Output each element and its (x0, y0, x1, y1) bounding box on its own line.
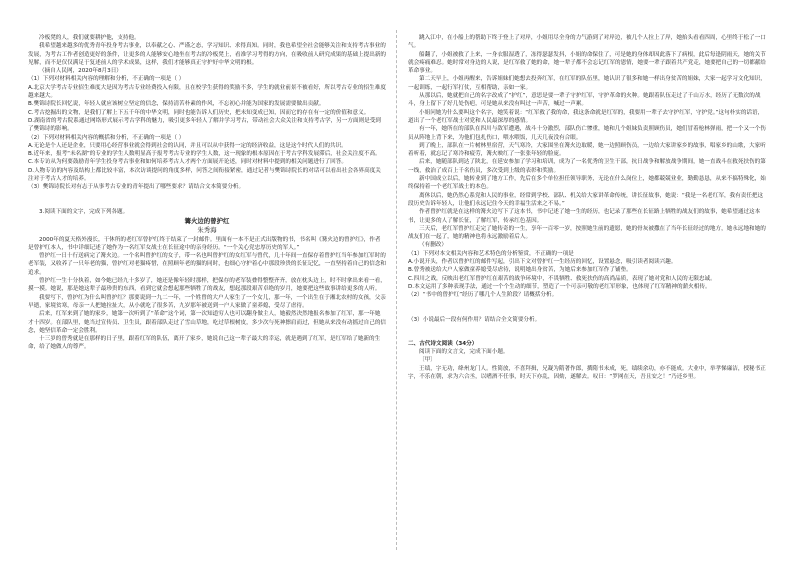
story-title: 篝火边的曾护红 (184, 216, 230, 225)
answer-option: D.湖南省的考古院系通过网络形式展示考古学科的魅力，吸引更多年轻人了解并学习考古，带动社会大众关注和支持考古学，另一方面则是受到了樊锦诗的影响。 (28, 117, 381, 133)
left-column (28, 34, 386, 554)
paragraph: （摘自人民网，2020年8月3日） (39, 68, 122, 75)
paragraph: 作者曾护红就是在这样的篝火边写下了这本书，书中记述了她一生的经历，也记录了那些在长征路上牺牲的战友们的故事，她希望通过这本书，让更多的人了解长征，了解红军，传承红色基因。 (408, 209, 761, 224)
answer-option: A.小说开头，作者以曾护红的邮件写起，引出下文对曾护红一生经历的回忆，设置悬念，吸引读者阅读兴趣。 (408, 259, 677, 266)
paragraph: 新中国成立以后，她转业到了地方工作，先后在多个单位担任领导职务，无论在什么岗位上，她都兢兢业业，勤勤恳恳，从来不搞特殊化，始终保持着一个老红军战士的本色。 (408, 176, 766, 191)
paragraph: 曾护红一生十分执着，如今她已经九十多岁了，她还是像年轻时那样，把保存的老军装叠得整整齐齐，放在枕头边上，时不时拿出来看一看，摸一摸。她说，那是她这辈子最珍贵的东西，看到它就会想起那些牺牲了的战友，想起那段艰苦卓绝的岁月，她要把这些故事讲给更多的人听。 (28, 278, 386, 293)
paragraph: 3.阅读下面的文字，完成下列各题。 (39, 208, 129, 215)
paragraph: （有删改） (419, 242, 447, 249)
story-author: 朱秀海 (197, 226, 217, 235)
paragraph: 我要写下，曾护红为什么叫曾护红？那要说到一九二一年，一个姓曾的大户人家生了一个女儿，那一年，一个出生在于湘北农村的女孩，父亲早逝，家境贫寒，母亲一人把她拉扯大，从小就吃了很多苦，九岁那年被送到一户人家做了童养媳，受尽了虐待。 (28, 294, 386, 309)
paragraph: 冷板凳的人，我们就要耕护他，支持他。 (39, 35, 140, 41)
right-column (408, 34, 766, 554)
paragraph: 从那以后，她就把自己的名字改成了“护红”，意思是要一辈子守护红军，守护革命的火种。她跟着队伍走过了千山万水，经历了无数次的战斗，身上留下了好几处伤疤，可是她从来没有叫过一声苦，喊过一声累。 (408, 93, 761, 108)
question-stem: （1）下列对材料相关内容的理解和分析，不正确的一项是（ ） (28, 76, 185, 83)
answer-option: C.四川之战，反映出老红军曾护红在艰苦的战争环境中，不畏牺牲、救死扶伤的高尚品质，表现了她对党和人民的无限忠诚。 (408, 275, 716, 282)
paragraph: 曾护红一日十行送病完了篝火边。一个名叫曾护红的女子，带一名也叫曾护红的女红军与曾代，几十年间一直保存着曾护红当年参加红军时的老军装，又收养了一只年老的猫，曾护红对老猫疼惜，在照顾年老的猫的同时，也细心守护着心中那段珍贵的长征记忆，一直坚持着自己的信念和追求。 (28, 253, 386, 276)
paragraph: 离休以后，她仍然心系党和人民的事业，经常到学校、部队、机关给大家讲革命传统，讲长征故事，她说：“我是一名老红军，我有责任把这段历史告诉年轻人，让他们永远记住今天的幸福生活来之不易。” (408, 192, 764, 207)
paragraph: 2000年的夏天格外漫长，干休所的老红军曾护红终于结束了一封邮件。里面有一本不是正式出版物的书，书名叫《篝火边的曾护红》，作者是曾护红本人，书中详细记述了她作为一名红军女战士在长征途中的亲身经历。“一个关心党忠厚历史的军人。” (28, 236, 381, 251)
question-stem: （2）“书中的曾护红”经历了哪几个人生阶段？请概括分析。 (408, 292, 558, 299)
question-stem: （2）下列对材料相关内容的概括和分析，不正确的一项是（ ） (28, 134, 185, 141)
paragraph: 第二天早上，小姐再醒来，告诉姐妹们她想去投奔红军，在红军的队伍里，她认识了很多和她一样出身贫苦的姐妹，大家一起学习文化知识，一起训练，一起行军打仗，互相帮助，亲如一家。 (408, 76, 766, 91)
question-stem: （3）樊锦诗院长对有志于从事考古专业的青年提出了哪些要求？请结合文本简要分析。 (28, 184, 245, 191)
answer-space (28, 192, 386, 208)
paragraph: 到了晚上，部队在一片树林里宿营，天气寒冷，大家围坐在篝火边取暖，她一边照顾伤员，一边给大家讲家乡的故事，唱家乡的山歌，大家听着听着，就忘记了寒冷和疲劳，篝火映红了一张张年轻的脸庞。 (408, 142, 766, 158)
paragraph: 三天后，老红军曾护红走完了她传奇的一生，享年一百零一岁，按照她生前的遗愿，她的骨灰被撒在了当年长征经过的地方，她永远地和她的战友们在一起了，她的精神也将永远激励着后人。 (408, 225, 766, 241)
answer-option: A.北京大学考古专业招生难度大是因为考古专业经费投入有限，且在校学生获得的奖励不多，学生的就业前景不被看好，所以考古专业的招生难度越来越大。 (28, 84, 386, 100)
question-stem: （3）小说最后一段有何作用？请结合全文简要分析。 (408, 316, 541, 323)
answer-option: B.樊锦诗院长回忆说，年轻人就应该树立坚定的信念，保持清苦朴素的作风，不忘初心并能为国家的发展需要做出贡献。 (28, 101, 325, 108)
answer-option: A.无论是个人还是企业，只要用心经营事业就会得到社会的认同，并且可以从中获得一定的经济收益，这是这个时代人们的共识。 (28, 142, 347, 149)
answer-option: B.曾秀被送给大户人家做童养媳受尽虐待，说明她出身贫苦，为她后来参加红军作了铺垫。 (408, 267, 632, 274)
paragraph: 后来，她随部队到达了陕北，在延安参加了学习和培训，成为了一名优秀的卫生干部，抗日战争和解放战争期间，她一直战斗在救死扶伤的第一线，救治了成百上千名伤员，多次受到上级的表彰和奖励。 (408, 159, 766, 174)
column-divider (396, 30, 397, 550)
question-stem: （1）下列对本文相关内容和艺术特色的分析鉴赏，不正确的一项是 (408, 250, 574, 257)
paragraph: 船翻了，小姐被救了上来，一身衣服湿透了，冻得瑟瑟发抖，小姐的命保住了，可是她的身体却因此落下了病根，此后每逢阴雨天，她的关节就会疼痛难忍。她时常对身边的人说，是红军救了她的命，她一辈子都不会忘记红军的恩情，她要一辈子跟着共产党走，她要把自己的一切都献给革命事业。 (408, 51, 766, 75)
paragraph: 有一年，她所在的部队在四川与敌军遭遇，战斗十分激烈，部队伤亡惨重，她和几个姐妹负责照顾伤员，她们冒着枪林弹雨，把一个又一个伤员从阵地上背下来，为他们包扎伤口，喂水喂饭，几天几夜没有合眼。 (408, 126, 766, 141)
paragraph: 〔甲〕 (419, 357, 436, 364)
answer-option: C.本专访从为何要鼓励青年学生投身考古事业和如何培养考古人才两个方面展开论述，同时对材料中提到的相关问题进行了回答。 (28, 159, 347, 166)
paragraph: 十三岁的曾秀就是在那样的日子里，跟着红军的队伍，离开了家乡，她说自己这一辈子最大的幸运，就是遇到了红军，是红军给了她新的生命，给了她做人的尊严。 (28, 336, 381, 351)
answer-space (408, 324, 766, 340)
paragraph: 后来，红军来到了她的家乡，她第一次听到了“革命”这个词，第一次知道穷人也可以翻身做主人，她毅然决然地报名参加了红军，那一年她才十四岁。在部队里，她当过宣传员、卫生员，跟着部队走过了雪山草地，吃过草根树皮，多少次与死神擦肩而过，但她从来没有动摇过自己的信念，她坚信革命一定会胜利。 (28, 311, 386, 334)
paragraph: 我希望越来越多的优秀青年投身考古事业，以奉献之心、严谨之态，学习知识、求得真知。同时，我也希望全社会能够关注和支持考古事业的发展，为考古工作者创造更好的条件，让更多的人能够安心地坐在考古的冷板凳上，看准学习考得的方向，在吸收前人研究成果的基础上提出新的见解，而不是仅仅满足于复述前人的学术成果，这样，我们才能够真正守护好中华文明的根。 (28, 43, 386, 66)
paragraph: 小姐问她为什么要叫这个名字，她笑着说：“红军救了我的命，我这条命就是红军的，我要用一辈子去守护红军，守护党。”这句朴实的话语，道出了一个老红军战士对党和人民最深厚的感情。 (408, 109, 764, 124)
answer-space (408, 300, 766, 316)
paragraph: 王绩，字无功，绛州龙门人。性简放，不喜拜揖，兄凝为隋著作郎，撰隋书未成，死，绩续余功，亦不能成。大业中，举孝悌廉洁，授秘书正字，不乐在朝，求为六合丞，以嗜酒不任事，时天下亦乱，因劾，遂解去。叹曰：“罗网在天，吾且安之！”乃还乡里。 (408, 365, 766, 380)
paragraph: 跳入江中，在小船上的帮助下终于登上了对岸，小姐用尽全身的力气游到了对岸边，被几个人拉上了岸，她抬头看看四周，心里终于松了一口气。 (408, 35, 766, 50)
answer-option: C.考古挖掘出的文物，是我们了解上下五千年的中华文明，同时也能告诉人们历史，把未知变成已知，因而它的存在有一定的价值和意义。 (28, 109, 370, 116)
paragraph: 阅读下面的文言文，完成下面小题。 (419, 349, 509, 356)
section-heading: 二、古代诗文阅读（34分） (408, 340, 478, 347)
answer-option: D.本文运用了多种表现手法，通过一个个生动的细节，塑造了一个可亲可敬的老红军形象，也体现了红军精神的薪火相传。 (408, 283, 711, 290)
answer-option: B.近年来，报考“未名湖”的专业的学生人数明显高于报考考古专业的学生人数，这一现象的根本原因在于考古学科发展滞后，社会关注度不高。 (28, 151, 381, 158)
answer-option: D.人物专访的内容及结构上都比较丰富，本次访谈提问的角度多样，问答之间衔接紧密，通过记者与樊锦诗院长的对话可以看出社会各界高度关注对于考古人才的培养。 (28, 167, 381, 183)
